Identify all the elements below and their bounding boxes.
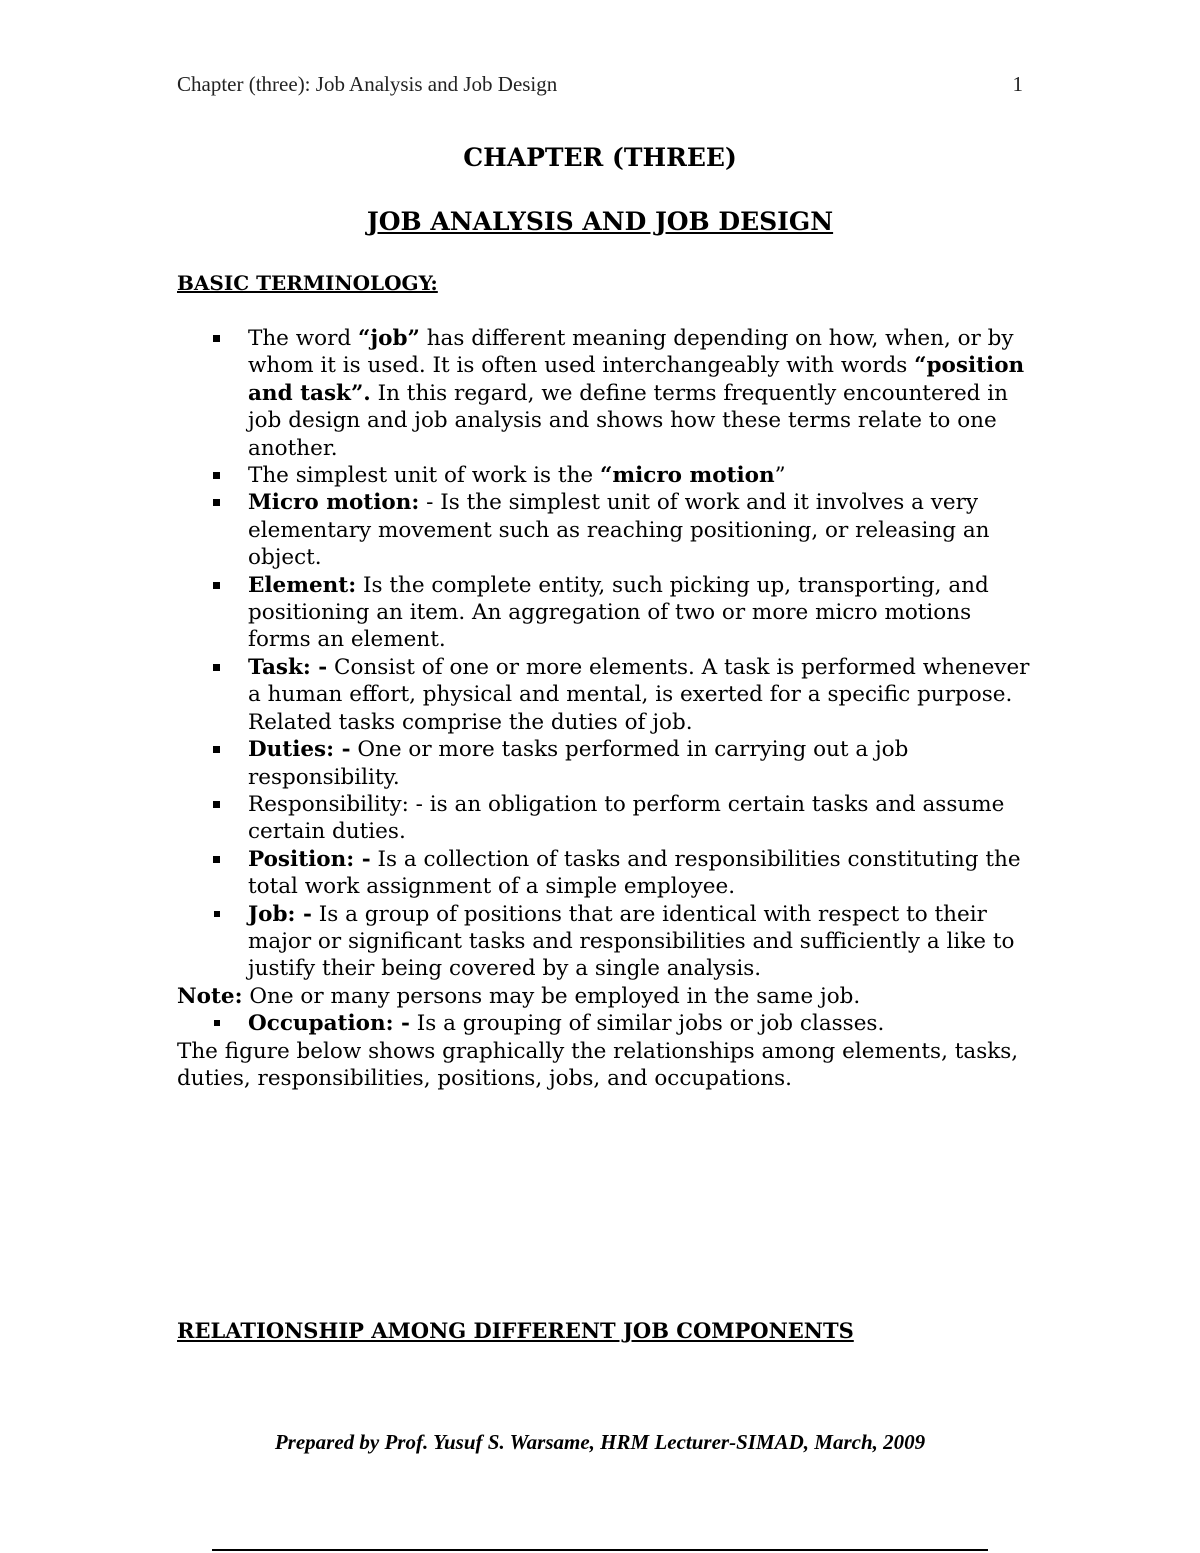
- list-item: Duties: - One or more tasks performed in carrying out a job responsibility.: [177, 736, 1037, 791]
- square-bullet-icon: [213, 472, 220, 479]
- footer-rule: [212, 1549, 988, 1551]
- section-heading-basic-terminology: BASIC TERMINOLOGY:: [177, 271, 438, 295]
- square-bullet-icon: [213, 856, 220, 863]
- occupation-list: [177, 1010, 1037, 1037]
- list-item: Element: Is the complete entity, such picking up, transporting, and positioning an item. An aggregation of two or more micro motions forms an element.: [177, 572, 1037, 654]
- square-bullet-icon: [213, 801, 220, 808]
- square-bullet-icon: [213, 582, 220, 589]
- square-bullet-icon: [213, 335, 220, 342]
- chapter-subtitle: JOB ANALYSIS AND JOB DESIGN: [366, 207, 834, 236]
- term: Position: -: [248, 846, 371, 872]
- square-bullet-icon: [213, 664, 220, 671]
- footer-credit: Prepared by Prof. Yusuf S. Warsame, HRM Lecturer-SIMAD, March, 2009: [274, 1430, 926, 1454]
- list-item: The simplest unit of work is the “micro motion”: [177, 462, 1037, 489]
- term: Occupation: -: [248, 1011, 410, 1037]
- list-item: Micro motion: - Is the simplest unit of work and it involves a very elementary movement such as reaching positioning, or releasing an object.: [177, 489, 1037, 571]
- running-header: [177, 72, 1023, 97]
- list-item: Occupation: - Is a grouping of similar jobs or job classes.: [177, 1010, 1037, 1037]
- term: Duties: -: [248, 737, 351, 763]
- term: Job: -: [248, 901, 312, 927]
- section-heading-relationship: RELATIONSHIP AMONG DIFFERENT JOB COMPONENTS: [177, 1318, 854, 1343]
- running-title: Chapter (three): Job Analysis and Job Design: [177, 72, 558, 96]
- term: Task: -: [248, 654, 328, 680]
- list-item: The word “job” has different meaning depending on how, when, or by whom it is used. It is often used interchangeably with words “position and task”. In this regard, we define terms frequently encountered in job design and job analysis and shows how these terms relate to one another.: [177, 325, 1037, 462]
- figure-intro: The figure below shows graphically the relationships among elements, tasks, duties, responsibilities, positions, jobs, and occupations.: [177, 1038, 1019, 1091]
- note: Note: One or many persons may be employed in the same job.: [177, 983, 861, 1009]
- term: Micro motion:: [248, 490, 420, 516]
- square-bullet-icon: [213, 499, 220, 506]
- page-number: 1: [1012, 72, 1023, 96]
- body-text: [177, 325, 1037, 1092]
- square-bullet-icon: [213, 746, 220, 753]
- chapter-title: CHAPTER (THREE): [463, 143, 737, 172]
- list-item: Task: - Consist of one or more elements. A task is performed whenever a human effort, physical and mental, is exerted for a specific purpose. Related tasks comprise the duties of job.: [177, 654, 1037, 736]
- list-item: Job: - Is a group of positions that are identical with respect to their major or significant tasks and responsibilities and sufficiently a like to justify their being covered by a single analysis.: [177, 901, 1037, 983]
- square-bullet-icon: [214, 911, 220, 917]
- list-item: Responsibility: - is an obligation to perform certain tasks and assume certain duties.: [177, 791, 1037, 846]
- square-bullet-icon: [214, 1020, 220, 1026]
- term: Element:: [248, 572, 357, 598]
- terminology-list: [177, 325, 1037, 983]
- list-item: Position: - Is a collection of tasks and responsibilities constituting the total work assignment of a simple employee.: [177, 846, 1037, 901]
